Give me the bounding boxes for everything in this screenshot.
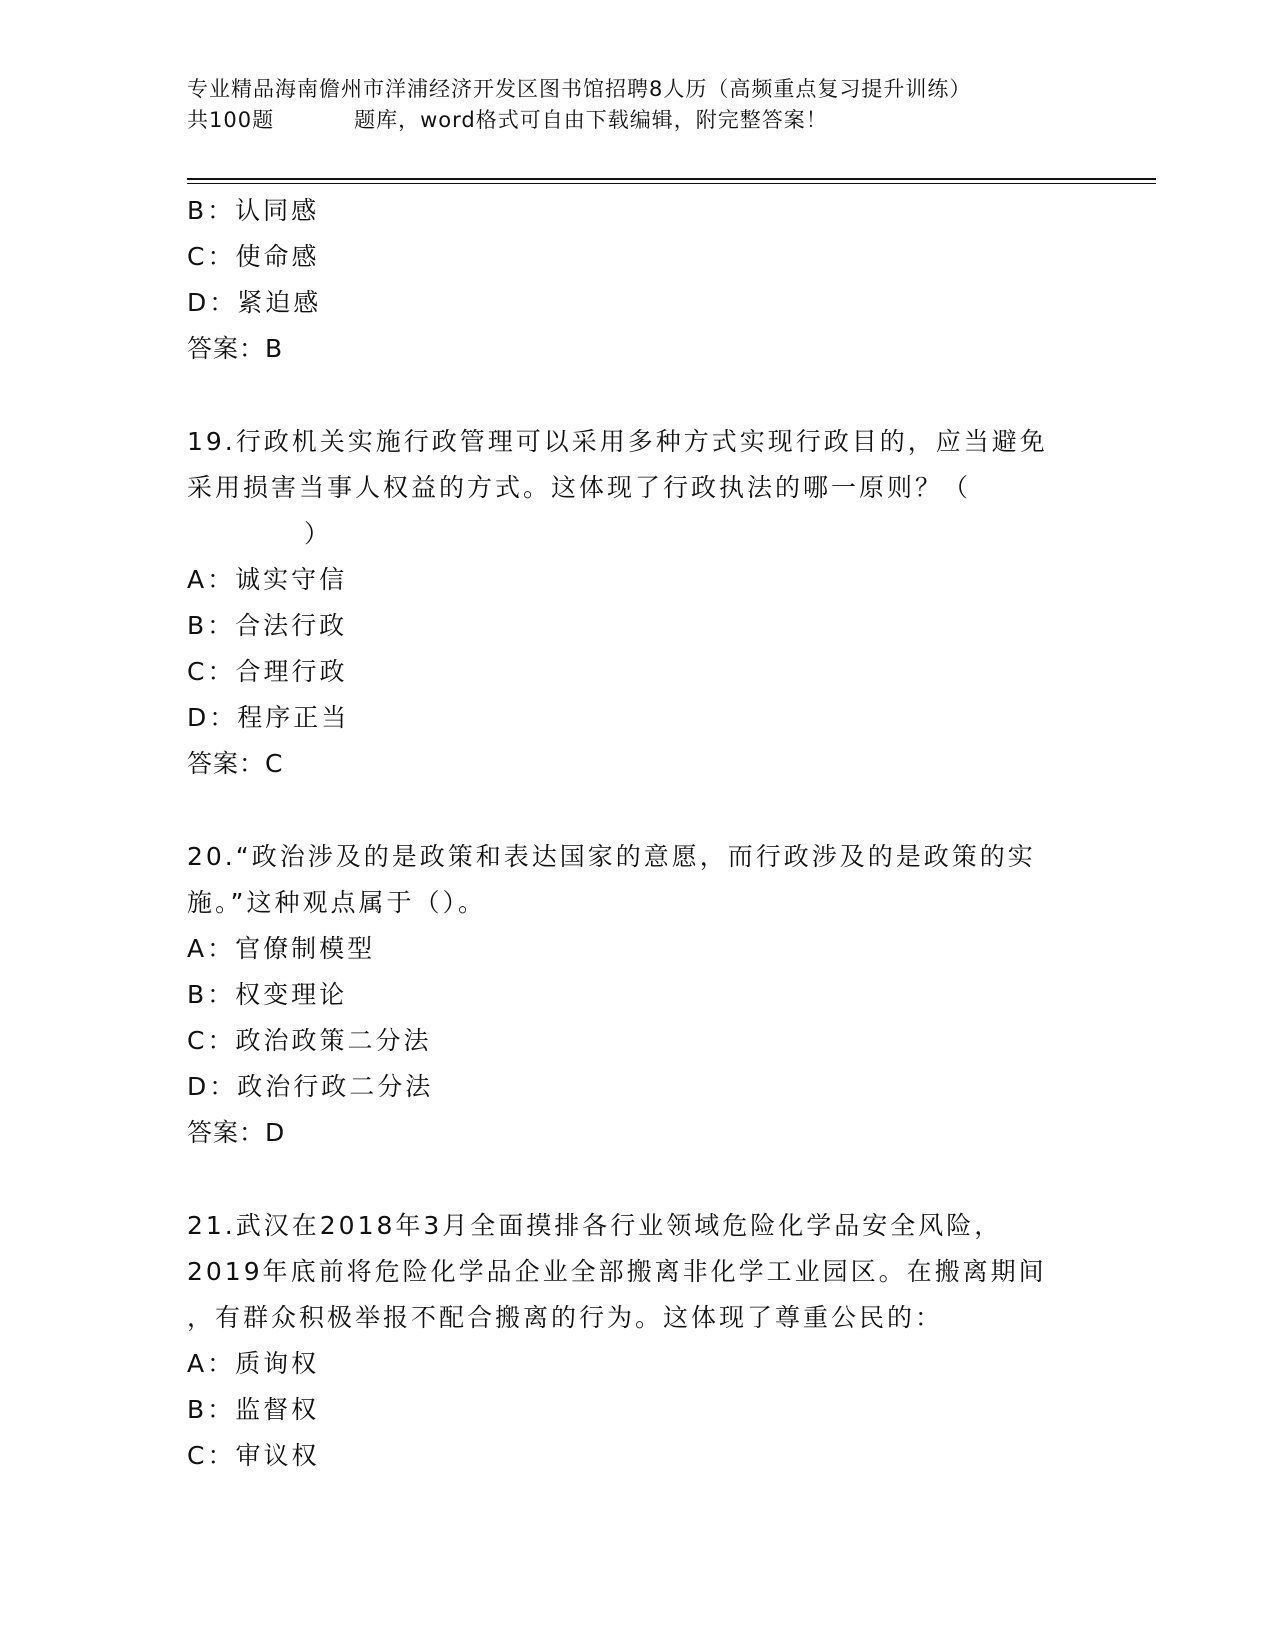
header-note: 题库，word格式可自由下载编辑，附完整答案！	[354, 108, 828, 132]
question-20	[187, 834, 1087, 1156]
header-divider-thick	[187, 178, 1156, 180]
header-count: 共100题	[187, 108, 275, 132]
option-c: C：使命感	[187, 242, 320, 271]
document-header	[187, 74, 1087, 136]
answer-line: 答案：C	[187, 749, 284, 778]
question-text: 19.行政机关实施行政管理可以采用多种方式实现行政目的，应当避免	[187, 427, 1048, 456]
question-text: 20.“政治涉及的是政策和表达国家的意愿，而行政涉及的是政策的实	[187, 842, 1036, 871]
option-d: D：政治行政二分法	[187, 1072, 434, 1101]
option-b: B：合法行政	[187, 611, 348, 640]
answer-line: 答案：B	[187, 334, 284, 363]
option-b: B：认同感	[187, 196, 320, 225]
question-19	[187, 419, 1087, 787]
question-text: ，有群众积极举报不配合搬离的行为。这体现了尊重公民的：	[187, 1303, 944, 1332]
option-b: B：监督权	[187, 1395, 320, 1424]
answer-line: 答案：D	[187, 1118, 286, 1147]
option-c: C：合理行政	[187, 657, 348, 686]
option-b: B：权变理论	[187, 980, 348, 1009]
question-text: ）	[304, 519, 333, 548]
header-divider-thin	[187, 183, 1156, 184]
question-text: 2019年底前将危险化学品企业全部搬离非化学工业园区。在搬离期间	[187, 1257, 1047, 1286]
question-text: 采用损害当事人权益的方式。这体现了行政执法的哪一原则？（	[187, 473, 972, 502]
header-subtitle	[187, 105, 1087, 136]
question-18-tail	[187, 188, 1087, 372]
question-text: 21.武汉在2018年3月全面摸排各行业领域危险化学品安全风险，	[187, 1211, 1003, 1240]
option-d: D：紧迫感	[187, 288, 322, 317]
header-title: 专业精品海南儋州市洋浦经济开发区图书馆招聘8人历（高频重点复习提升训练）	[187, 77, 972, 101]
option-c: C：审议权	[187, 1441, 320, 1470]
option-c: C：政治政策二分法	[187, 1026, 432, 1055]
option-a: A：官僚制模型	[187, 934, 376, 963]
question-text: 施。”这种观点属于（）。	[187, 888, 486, 917]
question-21	[187, 1203, 1087, 1479]
option-a: A：质询权	[187, 1349, 320, 1378]
question-list	[187, 188, 1087, 1479]
option-d: D：程序正当	[187, 703, 350, 732]
option-a: A：诚实守信	[187, 565, 348, 594]
